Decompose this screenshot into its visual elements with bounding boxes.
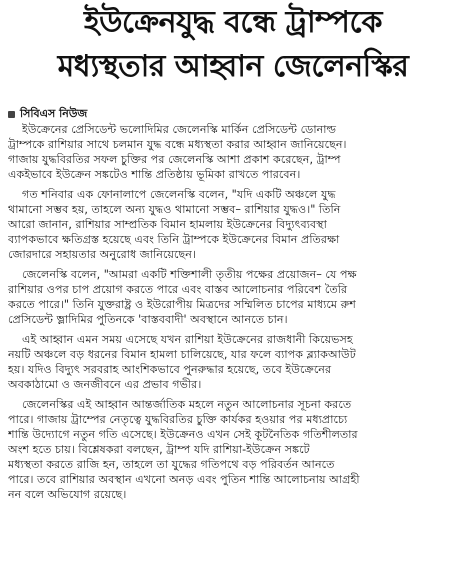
body-line: পারে। গাজায় ট্রাম্পের নেতৃত্বে যুদ্ধবিরতির চুক্তি কার্যকর হওয়ার পর মধ্যপ্রাচ্যে xyxy=(8,413,348,426)
body-line: থামানো সম্ভব হয়, তাহলে অন্য যুদ্ধও থামানো সম্ভব– রাশিয়ার যুদ্ধও।" তিনি xyxy=(8,203,341,216)
body-line: জেলেনস্কির এই আহ্বান আন্তর্জাতিক মহলে নতুন আলোচনার সূচনা করতে xyxy=(22,398,352,411)
body-line: ব্যাপকভাবে ক্ষতিগ্রস্ত হয়েছে এবং তিনি ট্রাম্পকে ইউক্রেনের বিমান প্রতিরক্ষা xyxy=(8,233,340,246)
body-line: জেলেনস্কি বলেন, "আমরা একটি শক্তিশালী তৃতীয় পক্ষের প্রয়োজন– যে পক্ষ xyxy=(22,268,357,281)
body-line: মধ্যস্থতা করতে রাজি হন, তাহলে তা যুদ্ধের গতিপথে বড় পরিবর্তন আনতে xyxy=(8,458,335,471)
body-line: নয়টি অঞ্চলে বড় ধরনের বিমান হামলা চালিয়েছে, যার ফলে ব্যাপক ব্ল্যাকআউট xyxy=(8,348,356,361)
body-line: নন বলে অভিযোগ রয়েছে। xyxy=(8,488,127,501)
body-line: রাশিয়ার ওপর চাপ প্রয়োগ করতে পারে এবং বাস্তব আলোচনার পরিবেশ তৈরি xyxy=(8,283,348,296)
body-line: শান্তি উদ্যোগে নতুন গতি এসেছে। ইউক্রেনও এখন সেই কূটনৈতিক গতিশীলতার xyxy=(8,428,358,441)
body-line: হয়। যদিও বিদ্যুৎ সরবরাহ আংশিকভাবে পুনরুদ্ধার হয়েছে, তবে ইউক্রেনের xyxy=(8,363,332,376)
square-bullet-icon xyxy=(8,111,15,118)
body-line: পারে। তবে রাশিয়ার অবস্থান এখনো অনড় এবং পুতিন শান্তি আলোচনায় আগ্রহী xyxy=(8,473,360,486)
body-line: গাজায় যুদ্ধবিরতির সফল চুক্তির পর জেলেনস্কি আশা প্রকাশ করেছেন, ট্রাম্প xyxy=(8,153,341,166)
body-line: অবকাঠামো ও জনজীবনে এর প্রভাব গভীর। xyxy=(8,378,202,391)
body-line: একইভাবে ইউক্রেন সঙ্কটেও শান্তি প্রতিষ্ঠায় ভূমিকা রাখতে পারবেন। xyxy=(8,168,301,181)
byline xyxy=(8,107,87,121)
body-line: প্রেসিডেন্ট ভ্লাদিমির পুতিনকে 'বাস্তববাদী' অবস্থানে আনতে চান। xyxy=(8,313,288,326)
body-line: এই আহ্বান এমন সময় এসেছে যখন রাশিয়া ইউক্রেনের রাজধানী কিয়েভসহ xyxy=(22,333,353,346)
body-line: অংশ হতে চায়। বিশ্লেষকরা বলছেন, ট্রাম্প যদি রাশিয়া-ইউক্রেন সঙ্কটে xyxy=(8,443,310,456)
byline-source: সিবিএস নিউজ xyxy=(20,107,88,120)
body-line: আরো জানান, রাশিয়ার সাম্প্রতিক বিমান হামলায় ইউক্রেনের বিদ্যুৎব্যবস্থা xyxy=(8,218,327,231)
body-line: করতে পারে।" তিনি যুক্তরাষ্ট্র ও ইউরোপীয় মিত্রদের সম্মিলিত চাপের মাধ্যমে রুশ xyxy=(8,298,356,311)
body-line: ট্রাম্পকে রাশিয়ার সাথে চলমান যুদ্ধ বন্ধে মধ্যস্থতা করার আহ্বান জানিয়েছেন। xyxy=(8,138,347,151)
headline-line-1: ইউক্রেনযুদ্ধ বন্ধে ট্রাম্পকে xyxy=(83,5,382,40)
body-line: ইউক্রেনের প্রেসিডেন্ট ভলোদিমির জেলেনস্কি মার্কিন প্রেসিডেন্ট ডোনাল্ড xyxy=(22,123,337,136)
headline-line-2: মধ্যস্থতার আহ্বান জেলেনস্কির xyxy=(57,49,409,84)
body-line: জোরদারে সহায়তার অনুরোধ জানিয়েছেন। xyxy=(8,248,196,261)
body-line: গত শনিবার এক ফোনালাপে জেলেনস্কি বলেন, "যদি একটি অঞ্চলে যুদ্ধ xyxy=(22,188,336,201)
